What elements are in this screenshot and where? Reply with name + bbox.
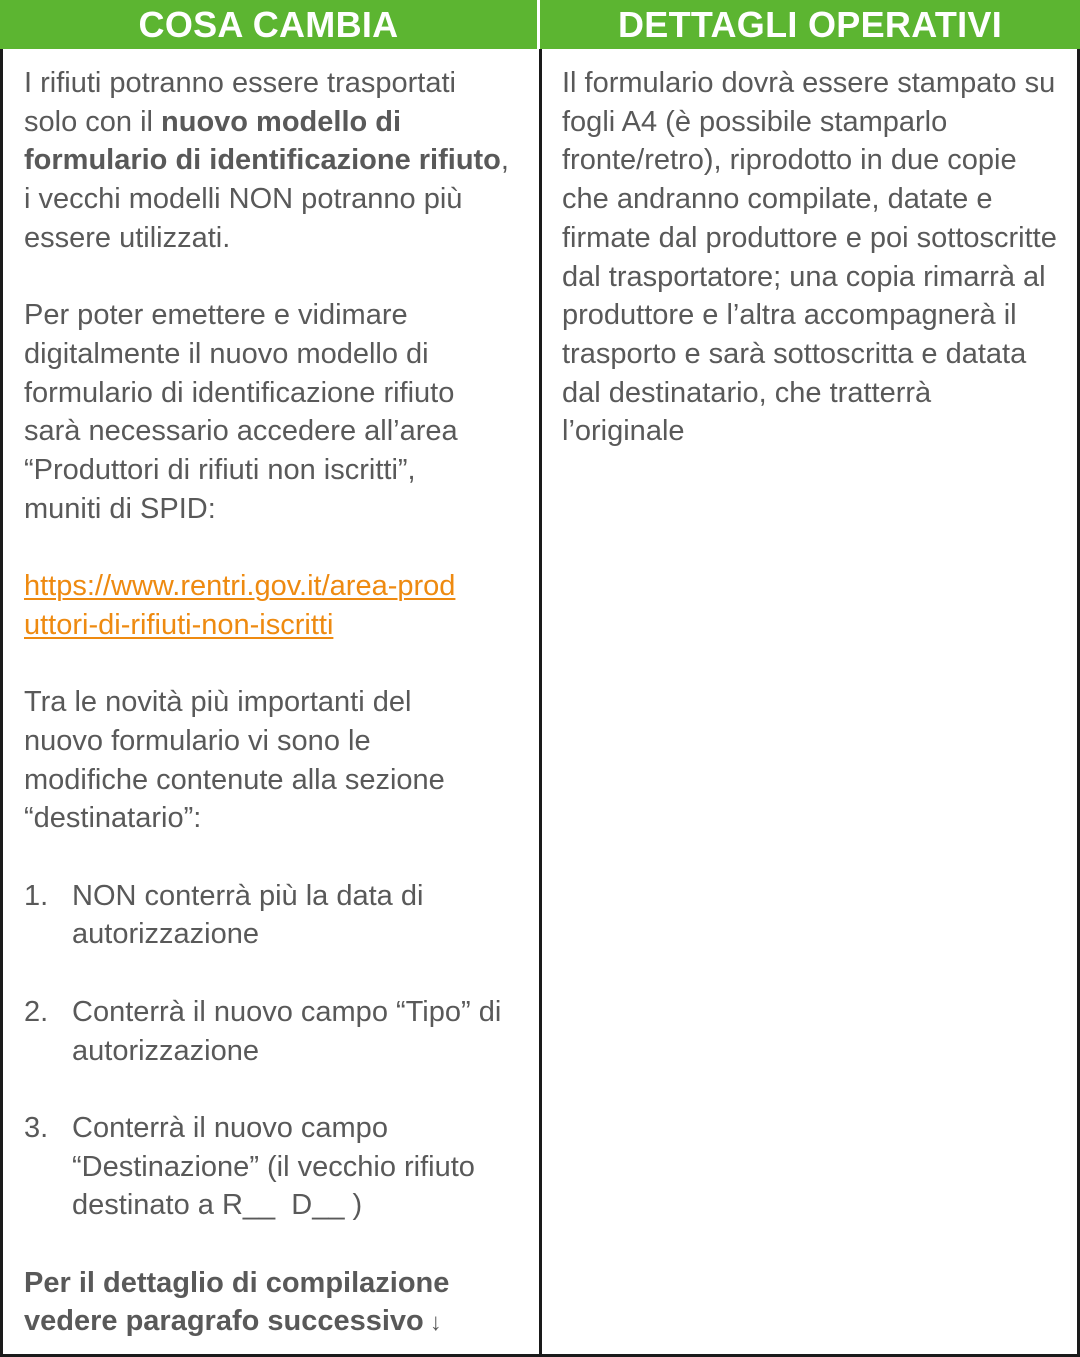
rentri-link-text[interactable]: https://www.rentri.gov.it/area-produttori-di-rifiuti-non-iscritti	[24, 570, 456, 641]
column-dettagli-operativi	[562, 64, 1062, 451]
rentri-link[interactable]	[24, 567, 464, 644]
footer-note-text: Per il dettaglio di compilazione vedere paragrafo successivo	[24, 1266, 450, 1338]
list-number: 3.	[24, 1111, 49, 1144]
intro-text-end: , i vecchi modelli NON potranno più essere utilizzati.	[24, 144, 509, 254]
list-item-1	[24, 877, 464, 954]
paragraph-formulario: Il formulario dovrà essere stampato su fogli A4 (è possibile stamparlo fronte/retro), riprodotto in due copie che andranno compilate, datate e firmate dal produttore e poi sottoscritte dal trasportatore; una copia rimarrà al produttore e l’altra accompagnerà il trasporto e sarà sottoscritta e datata dal destinatario, che tratterrà l’originale	[562, 67, 1057, 448]
list-number: 1.	[24, 879, 49, 912]
header-cosa-cambia: COSA CAMBIA	[0, 0, 540, 49]
paragraph-intro	[24, 64, 509, 258]
column-divider	[539, 49, 542, 1354]
table-header-row	[0, 0, 1080, 49]
footer-note	[24, 1264, 494, 1343]
list-text: NON conterrà più la data di autorizzazione	[72, 879, 424, 951]
list-text: Conterrà il nuovo campo “Tipo” di autorizzazione	[72, 995, 502, 1067]
list-text: Conterrà il nuovo campo “Destinazione” (il vecchio rifiuto destinato a R__ D__ )	[72, 1111, 483, 1222]
list-item-2	[24, 993, 504, 1070]
intro-text-start: I rifiuti potranno essere trasportati solo con il	[24, 67, 456, 138]
list-item-3	[24, 1109, 509, 1225]
header-dettagli-operativi: DETTAGLI OPERATIVI	[540, 0, 1080, 49]
column-cosa-cambia	[24, 64, 524, 1343]
paragraph-novita: Tra le novità più importanti del nuovo formulario vi sono le modifiche contenute alla sezione “destinatario”:	[24, 686, 445, 835]
intro-bold-text: nuovo modello di formulario di identificazione rifiuto	[24, 105, 501, 177]
paragraph-spid: Per poter emettere e vidimare digitalmente il nuovo modello di formulario di identificazione rifiuto sarà necessario accedere all’area “Produttori di rifiuti non iscritti”, muniti di SPID:	[24, 299, 458, 525]
arrow-down-icon: ↓	[429, 1309, 442, 1337]
list-number: 2.	[24, 995, 49, 1028]
